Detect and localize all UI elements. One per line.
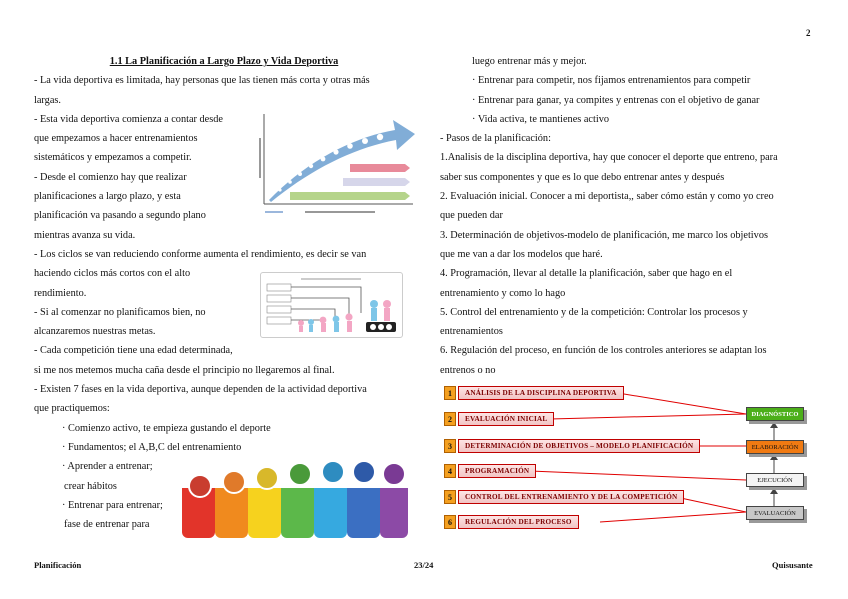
text-line: que practiquemos:: [34, 403, 110, 415]
step-label: DETERMINACIÓN DE OBJETIVOS – MODELO PLANIFICACIÓN: [458, 439, 700, 453]
section-title: 1.1 La Planificación a Largo Plazo y Vida Deportiva: [109, 56, 339, 67]
text-line: - Los ciclos se van reduciendo conforme aumenta el rendimiento, es decir se van: [34, 248, 367, 260]
text-line: planificación va pasando a segundo plano: [34, 210, 206, 222]
step-label: PROGRAMACIÓN: [458, 464, 536, 478]
step-label: ANÁLISIS DE LA DISCIPLINA DEPORTIVA: [458, 386, 624, 400]
phase-item: fase de entrenar para: [64, 519, 150, 531]
phase-item: · Entrenar para competir, nos fijamos entrenamientos para competir: [472, 75, 751, 87]
planning-step: [444, 490, 684, 504]
step-label: CONTROL DEL ENTRENAMIENTO Y DE LA COMPETICIÓN: [458, 490, 684, 504]
step-number: 6: [444, 515, 456, 529]
text-line: planificaciones a largo plazo, y esta: [34, 191, 181, 203]
text-line: haciendo ciclos más cortos con el alto: [34, 268, 191, 280]
footer-page: 23/24: [414, 560, 434, 570]
text-line: 4. Programación, llevar al detalle la planificación, saber que hago en el: [440, 268, 733, 280]
evaluacion-box: EVALUACIÓN: [746, 506, 804, 520]
step-label: EVALUACIÓN INICIAL: [458, 412, 554, 426]
planning-step: [444, 515, 579, 529]
text-line: entrenos o no: [440, 364, 496, 376]
step-number: 5: [444, 490, 456, 504]
text-line: - La vida deportiva es limitada, hay personas que las tienen más corta y otras más: [34, 75, 370, 87]
text-line: - Cada competición tiene una edad determinada,: [34, 345, 233, 357]
planning-step: [444, 386, 624, 400]
text-line: mientras avanza su vida.: [34, 229, 136, 241]
phase-item: · Fundamentos; el A,B,C del entrenamiento: [62, 441, 242, 453]
step-number: 2: [444, 412, 456, 426]
text-line: - Existen 7 fases en la vida deportiva, aunque dependen de la actividad deportiva: [34, 384, 367, 396]
phase-item: · Entrenar para entrenar;: [62, 499, 163, 511]
cycles-figure: [260, 272, 403, 338]
phase-item: · Vida activa, te mantienes activo: [472, 113, 610, 125]
text-line: 3. Determinación de objetivos-modelo de planificación, me marco los objetivos: [440, 229, 768, 241]
phase-item: · Comienzo activo, te empieza gustando el deporte: [62, 422, 271, 434]
footer-right: Quisusante: [772, 560, 813, 570]
phase-item: · Aprender a entrenar;: [62, 461, 153, 473]
diagnostico-box: DIAGNÓSTICO: [746, 407, 804, 421]
planning-step: [444, 439, 700, 453]
text-line: 1.Analisis de la disciplina deportiva, hay que conocer el deporte que entreno, para: [440, 152, 778, 164]
footer-left: Planificación: [34, 560, 82, 570]
phase-item: · Entrenar para ganar, ya compites y entrenas con el objetivo de ganar: [472, 94, 760, 106]
text-line: - Desde el comienzo hay que realizar: [34, 171, 187, 183]
text-line: 5. Control del entrenamiento y de la competición: Controlar los procesos y: [440, 306, 748, 318]
elaboracion-box: ELABORACIÓN: [746, 440, 804, 454]
planning-step: [444, 412, 554, 426]
text-line: que empezamos a hacer entrenamientos: [34, 133, 198, 145]
text-line: si me nos metemos mucha caña desde el principio no llegaremos al final.: [34, 364, 335, 376]
step-number: 1: [444, 386, 456, 400]
page-number: 2: [806, 28, 811, 38]
text-line: largas.: [34, 94, 61, 106]
long-term-planning-figure: [255, 108, 417, 220]
text-line: rendimiento.: [34, 287, 87, 299]
text-line: saber sus componentes y que es lo que debo entrenar antes y después: [440, 171, 725, 183]
text-line: - Pasos de la planificación:: [440, 133, 551, 145]
text-line: - Esta vida deportiva comienza a contar desde: [34, 113, 223, 125]
ejecucion-box: EJECUCIÓN: [746, 473, 804, 487]
right-column: [440, 52, 812, 380]
text-line: 2. Evaluación inicial. Conocer a mi deportista,, saber cómo están y como yo creo: [440, 191, 774, 203]
text-line: que pueden dar: [440, 210, 503, 222]
text-line: que me van a dar los modelos que haré.: [440, 248, 603, 260]
step-number: 4: [444, 464, 456, 478]
text-line: sistemáticos y empezamos a competir.: [34, 152, 192, 164]
phase-item: crear hábitos: [64, 480, 117, 492]
step-number: 3: [444, 439, 456, 453]
planning-step: [444, 464, 536, 478]
text-line: luego entrenar más y mejor.: [472, 56, 587, 67]
text-line: - Si al comenzar no planificamos bien, no: [34, 306, 206, 318]
text-line: entrenamientos: [440, 326, 503, 338]
step-label: REGULACIÓN DEL PROCESO: [458, 515, 579, 529]
text-line: alcanzaremos nuestras metas.: [34, 326, 156, 338]
text-line: 6. Regulación del proceso, en función de los controles anteriores se adaptan los: [440, 345, 767, 357]
text-line: entrenamiento y como lo hago: [440, 287, 566, 299]
sport-life-stages-figure: [182, 458, 410, 540]
